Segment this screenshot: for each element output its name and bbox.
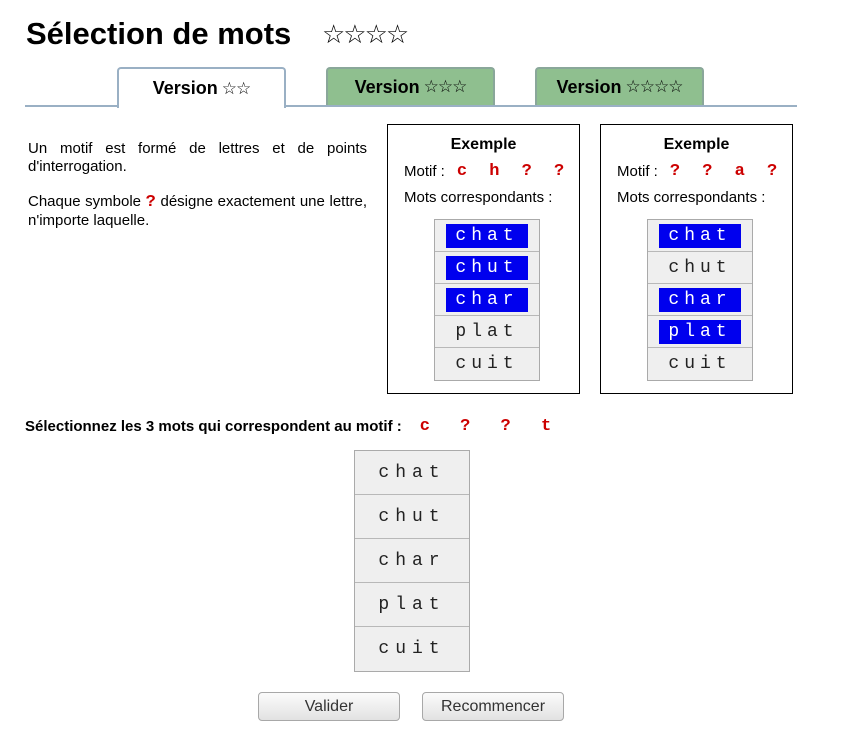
tab-version-4-stars[interactable] — [535, 67, 704, 105]
example-word-cell — [435, 316, 539, 348]
tab-label: Version — [354, 76, 420, 97]
example-word-cell — [648, 284, 752, 316]
tab-version-2-stars[interactable] — [117, 67, 286, 108]
example-title: Exemple — [450, 136, 517, 153]
word-option-plat[interactable]: plat — [355, 583, 469, 627]
example-word-list — [434, 219, 540, 381]
example-title: Exemple — [663, 136, 730, 153]
example-motif — [617, 162, 792, 181]
example-word: chut — [668, 257, 732, 278]
restart-button[interactable]: Recommencer — [422, 692, 564, 721]
question-prompt — [25, 417, 561, 436]
motif-pattern: ? ? a ? — [669, 162, 784, 181]
star-rating-icon: ☆☆☆ — [423, 77, 467, 97]
motif-label: Motif : — [617, 163, 658, 180]
example-word-cell — [435, 220, 539, 252]
star-rating-icon: ☆☆☆☆ — [625, 77, 683, 97]
example-box-1 — [387, 124, 580, 394]
example-word-cell — [648, 316, 752, 348]
instruction-paragraph-1: Un motif est formé de lettres et de points d'interrogation. — [28, 140, 367, 175]
motif-label: Motif : — [404, 163, 445, 180]
word-option-chat[interactable]: chat — [355, 451, 469, 495]
matching-words-label: Mots correspondants : — [404, 189, 553, 206]
instruction-text: désigne exactement une lettre, n'importe laquelle. — [28, 193, 367, 229]
example-word-cell — [435, 284, 539, 316]
page-title: Sélection de mots — [26, 16, 292, 51]
example-word: cuit — [668, 354, 732, 374]
difficulty-stars-icon: ☆☆☆☆ — [322, 20, 408, 50]
example-word-cell — [648, 220, 752, 252]
example-word-cell — [435, 348, 539, 380]
instruction-paragraph-2 — [28, 193, 367, 230]
example-motif — [404, 162, 579, 181]
validate-button[interactable]: Valider — [258, 692, 400, 721]
example-word-selected: chut — [446, 256, 528, 280]
tab-label: Version — [556, 76, 622, 97]
example-word-selected: chat — [659, 224, 741, 248]
question-mark-symbol: ? — [145, 193, 156, 212]
question-motif: c ? ? t — [419, 417, 562, 436]
star-rating-icon: ☆☆ — [221, 78, 251, 99]
tab-label: Version — [152, 78, 218, 98]
example-box-2 — [600, 124, 793, 394]
example-word-cell — [648, 252, 752, 284]
instruction-text: Chaque symbole — [28, 193, 146, 210]
example-word-selected: char — [659, 288, 741, 312]
matching-words-label: Mots correspondants : — [617, 189, 766, 206]
word-option-char[interactable]: char — [355, 539, 469, 583]
example-word: plat — [455, 321, 519, 342]
example-word-cell — [648, 348, 752, 380]
example-word-selected: char — [446, 288, 528, 312]
word-option-chut[interactable]: chut — [355, 495, 469, 539]
motif-pattern: c h ? ? — [456, 162, 571, 181]
word-option-cuit[interactable]: cuit — [355, 627, 469, 671]
tab-version-3-stars[interactable] — [326, 67, 495, 105]
example-word-cell — [435, 252, 539, 284]
example-word: cuit — [455, 354, 519, 374]
example-word-selected: plat — [659, 320, 741, 344]
example-word-selected: chat — [446, 224, 528, 248]
word-selection-list — [354, 450, 470, 672]
example-word-list — [647, 219, 753, 381]
question-text: Sélectionnez les 3 mots qui correspondent au motif : — [25, 418, 402, 435]
instructions — [28, 140, 367, 247]
